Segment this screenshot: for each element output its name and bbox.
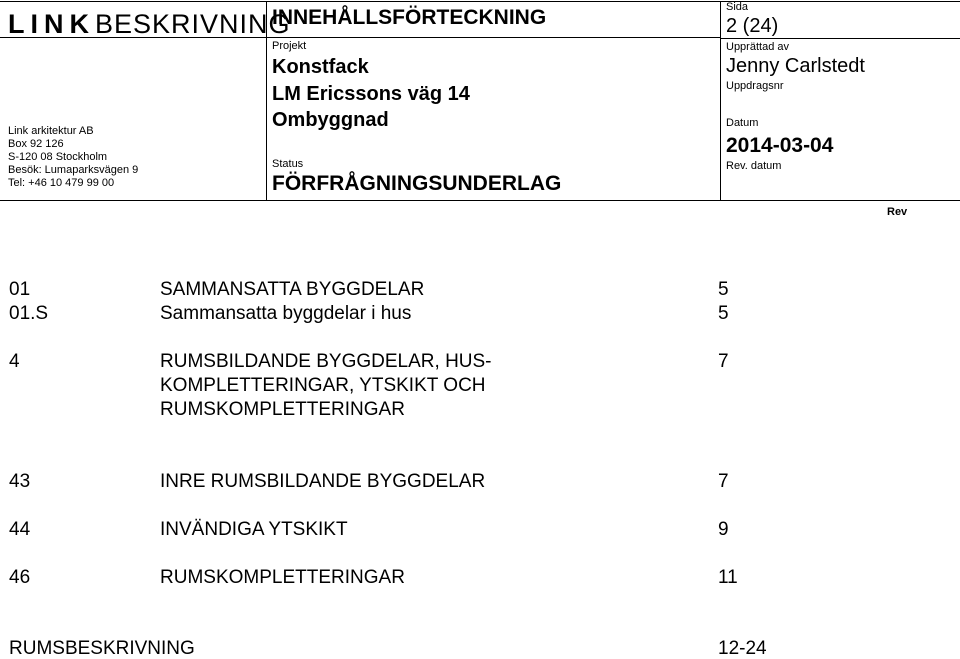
author-value: Jenny Carlstedt (726, 55, 865, 77)
header-divider-right (720, 1, 721, 201)
company-logo (8, 9, 291, 39)
company-box: Box 92 126 (8, 138, 64, 150)
toc-code: 46 (9, 567, 31, 588)
toc-code: 4 (9, 351, 20, 372)
toc-page: 7 (718, 471, 729, 492)
toc-page: 9 (718, 519, 729, 540)
toc-title: RUMSBESKRIVNING (9, 638, 195, 659)
rev-date-label: Rev. datum (726, 160, 782, 172)
status-value: FÖRFRÅGNINGSUNDERLAG (272, 172, 562, 195)
toc-code: 01.S (9, 303, 49, 324)
toc-code: 44 (9, 519, 31, 540)
logo-wordmark-light: BESKRIVNING (95, 9, 291, 39)
header-title-underline (266, 37, 720, 38)
header-bottom-border (0, 200, 960, 201)
toc-code: 43 (9, 471, 31, 492)
page-cell-underline (720, 38, 960, 39)
toc-title-line: RUMSKOMPLETTERINGAR (160, 399, 405, 420)
company-name: Link arkitektur AB (8, 125, 94, 137)
toc-title: SAMMANSATTA BYGGDELAR (160, 279, 425, 300)
toc-title: INRE RUMSBILDANDE BYGGDELAR (160, 471, 486, 492)
toc-title: INVÄNDIGA YTSKIKT (160, 519, 348, 540)
rev-label: Rev (887, 206, 908, 218)
toc-code: 01 (9, 279, 31, 300)
company-postal: S-120 08 Stockholm (8, 151, 108, 163)
status-label: Status (272, 158, 304, 170)
toc-page: 11 (718, 567, 738, 588)
project-address: LM Ericssons väg 14 (272, 83, 470, 105)
company-visit: Besök: Lumaparksvägen 9 (8, 164, 139, 176)
toc-page: 12-24 (718, 638, 767, 659)
date-label: Datum (726, 117, 759, 129)
toc-title: Sammansatta byggdelar i hus (160, 303, 412, 324)
toc-title-line: KOMPLETTERINGAR, YTSKIKT OCH (160, 375, 486, 396)
toc-title-line: RUMSBILDANDE BYGGDELAR, HUS- (160, 351, 492, 372)
author-label: Upprättad av (726, 41, 789, 53)
company-phone: Tel: +46 10 479 99 00 (8, 177, 115, 189)
page-label: Sida (726, 1, 749, 13)
logo-wordmark-bold: LINK (8, 9, 95, 39)
assignment-label: Uppdragsnr (726, 80, 784, 92)
header-top-border (0, 1, 960, 2)
document-title: INNEHÅLLSFÖRTECKNING (272, 6, 547, 29)
date-value: 2014-03-04 (726, 134, 834, 157)
page-value: 2 (24) (726, 15, 779, 37)
project-label: Projekt (272, 40, 307, 52)
toc-page: 7 (718, 351, 729, 372)
toc-title: RUMSKOMPLETTERINGAR (160, 567, 405, 588)
project-type: Ombyggnad (272, 109, 389, 131)
project-name: Konstfack (272, 56, 369, 78)
toc-page: 5 (718, 303, 729, 324)
toc-page: 5 (718, 279, 729, 300)
